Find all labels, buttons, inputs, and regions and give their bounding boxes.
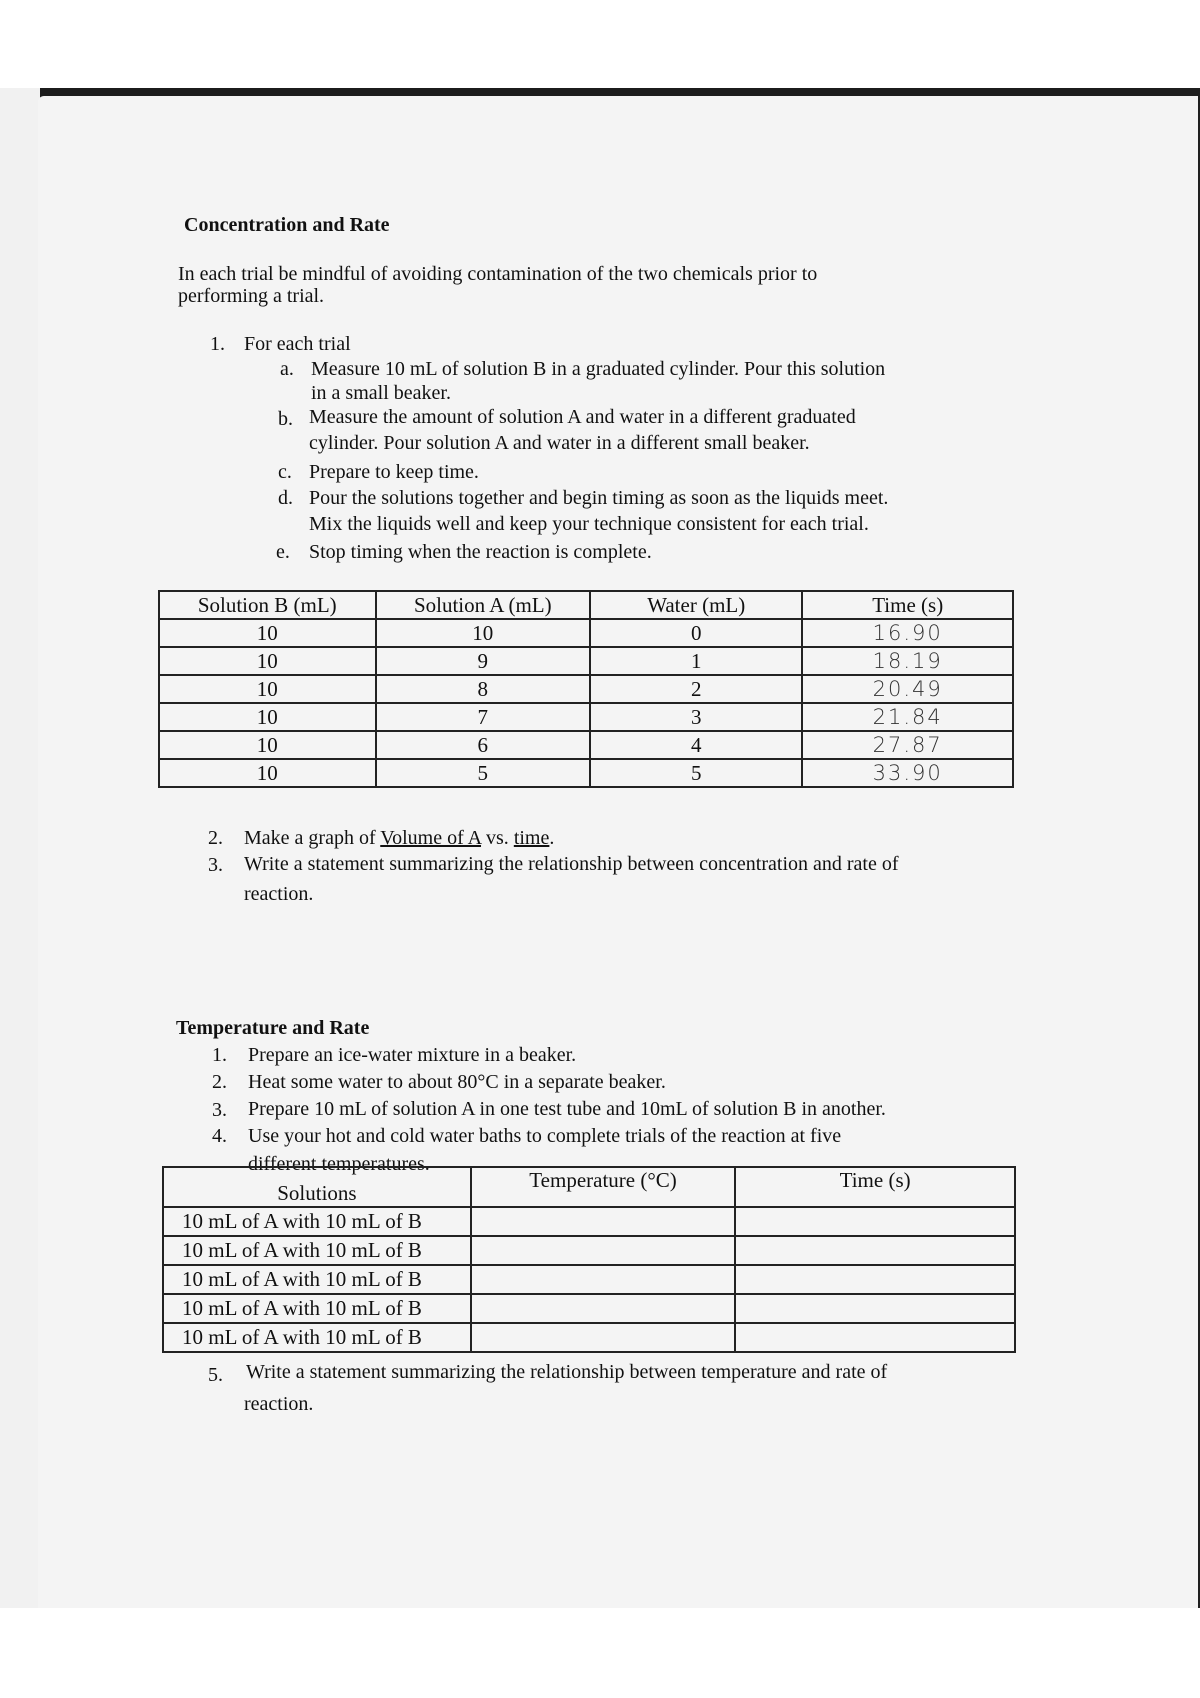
step-1-text: For each trial <box>244 333 351 355</box>
temp-step-2-number: 2. <box>212 1071 227 1093</box>
header-temperature: Temperature (°C) <box>471 1167 735 1207</box>
section-title-concentration: Concentration and Rate <box>184 214 390 236</box>
cell-time-handwritten: 27.87 <box>802 731 1013 759</box>
cell-temperature-empty[interactable] <box>471 1236 735 1265</box>
table-row <box>163 1265 1015 1294</box>
cell-water: 0 <box>590 619 802 647</box>
photo-border-bottom <box>0 1608 1200 1698</box>
cell-water: 4 <box>590 731 802 759</box>
substep-a-line1: Measure 10 mL of solution B in a graduated cylinder. Pour this solution <box>311 358 886 380</box>
step-2-text <box>244 826 554 850</box>
photo-border-top <box>0 0 1200 88</box>
table-row <box>163 1294 1015 1323</box>
step-2-underline-time: time <box>513 827 550 849</box>
cell-solutions: 10 mL of A with 10 mL of B <box>163 1323 471 1352</box>
temp-step-5-line2: reaction. <box>244 1393 314 1415</box>
step-2-number: 2. <box>208 827 223 849</box>
substep-b-line1: Measure the amount of solution A and water in a different graduated <box>309 406 856 428</box>
cell-temperature-empty[interactable] <box>471 1294 735 1323</box>
cell-time-handwritten: 20.49 <box>802 675 1013 703</box>
table-header-row <box>159 591 1013 619</box>
cell-time-empty[interactable] <box>735 1207 1015 1236</box>
intro-line-2: performing a trial. <box>178 285 325 307</box>
temp-step-4-text: Use your hot and cold water baths to complete trials of the reaction at five <box>248 1125 842 1147</box>
cell-water: 5 <box>590 759 802 787</box>
cell-solutions: 10 mL of A with 10 mL of B <box>163 1265 471 1294</box>
substep-e-letter: e. <box>276 541 290 563</box>
cell-water: 3 <box>590 703 802 731</box>
cell-solution-a: 7 <box>376 703 591 731</box>
cell-solution-b: 10 <box>159 731 376 759</box>
cell-solution-b: 10 <box>159 703 376 731</box>
step-2-mid: vs. <box>481 827 514 849</box>
temp-step-1-text: Prepare an ice-water mixture in a beaker. <box>248 1044 577 1066</box>
step-3-number: 3. <box>208 854 223 876</box>
temp-step-5-number: 5. <box>208 1364 223 1386</box>
header-time: Time (s) <box>802 591 1013 619</box>
temp-step-4-number: 4. <box>212 1125 227 1147</box>
header-water: Water (mL) <box>590 591 802 619</box>
cell-temperature-empty[interactable] <box>471 1323 735 1352</box>
cell-solution-b: 10 <box>159 619 376 647</box>
substep-a-letter: a. <box>280 358 294 380</box>
cell-time-empty[interactable] <box>735 1294 1015 1323</box>
substep-b-line2: cylinder. Pour solution A and water in a different small beaker. <box>309 432 810 454</box>
temp-step-2-text: Heat some water to about 80°C in a separate beaker. <box>248 1071 666 1093</box>
step-2-post: . <box>549 827 555 849</box>
cell-solutions: 10 mL of A with 10 mL of B <box>163 1294 471 1323</box>
step-1-number: 1. <box>210 333 225 355</box>
substep-b-letter: b. <box>278 408 293 430</box>
table-row <box>163 1236 1015 1265</box>
table-row <box>159 619 1013 647</box>
cell-time-empty[interactable] <box>735 1265 1015 1294</box>
substep-d-line2: Mix the liquids well and keep your technique consistent for each trial. <box>309 513 869 535</box>
cell-solution-b: 10 <box>159 675 376 703</box>
cell-temperature-empty[interactable] <box>471 1265 735 1294</box>
cell-solution-b: 10 <box>159 759 376 787</box>
table-row <box>163 1207 1015 1236</box>
cell-solutions: 10 mL of A with 10 mL of B <box>163 1236 471 1265</box>
step-3-line1: Write a statement summarizing the relationship between concentration and rate of <box>244 853 899 875</box>
cell-solution-a: 6 <box>376 731 591 759</box>
temp-step-1-number: 1. <box>212 1044 227 1066</box>
table-row <box>163 1323 1015 1352</box>
cell-time-handwritten: 33.90 <box>802 759 1013 787</box>
temperature-table <box>162 1166 1016 1353</box>
cell-water: 2 <box>590 675 802 703</box>
table-row <box>159 675 1013 703</box>
cell-solution-a: 8 <box>376 675 591 703</box>
cell-time-handwritten: 18.19 <box>802 647 1013 675</box>
step-2-pre: Make a graph of <box>244 827 381 849</box>
background-left-edge <box>0 88 40 1608</box>
step-2-underline-volume: Volume of A <box>380 827 482 849</box>
cell-solution-a: 5 <box>376 759 591 787</box>
header-solutions: Solutions <box>163 1167 471 1207</box>
table-row <box>159 703 1013 731</box>
substep-e-line1: Stop timing when the reaction is complete. <box>309 541 652 563</box>
table-row <box>159 647 1013 675</box>
cell-time-empty[interactable] <box>735 1236 1015 1265</box>
header-solution-b: Solution B (mL) <box>159 591 376 619</box>
header-time: Time (s) <box>735 1167 1015 1207</box>
temp-step-4-line2: different temperatures. <box>248 1153 430 1175</box>
temp-step-3-text: Prepare 10 mL of solution A in one test tube and 10mL of solution B in another. <box>248 1098 886 1120</box>
substep-d-letter: d. <box>278 487 293 509</box>
cell-time-handwritten: 21.84 <box>802 703 1013 731</box>
substep-d-line1: Pour the solutions together and begin timing as soon as the liquids meet. <box>309 487 889 509</box>
cell-water: 1 <box>590 647 802 675</box>
header-solution-a: Solution A (mL) <box>376 591 591 619</box>
temp-step-5-line1: Write a statement summarizing the relationship between temperature and rate of <box>246 1361 888 1383</box>
concentration-table <box>158 590 1014 788</box>
substep-c-letter: c. <box>278 461 292 483</box>
step-3-line2: reaction. <box>244 883 314 905</box>
cell-solution-a: 10 <box>376 619 591 647</box>
section-title-temperature: Temperature and Rate <box>176 1017 370 1039</box>
substep-a-line2: in a small beaker. <box>311 382 451 404</box>
table-header-row <box>163 1167 1015 1207</box>
cell-solution-b: 10 <box>159 647 376 675</box>
table-row <box>159 731 1013 759</box>
temp-step-3-number: 3. <box>212 1099 227 1121</box>
cell-time-empty[interactable] <box>735 1323 1015 1352</box>
table-row <box>159 759 1013 787</box>
cell-time-handwritten: 16.90 <box>802 619 1013 647</box>
cell-solution-a: 9 <box>376 647 591 675</box>
substep-c-line1: Prepare to keep time. <box>309 461 479 483</box>
cell-solutions: 10 mL of A with 10 mL of B <box>163 1207 471 1236</box>
cell-temperature-empty[interactable] <box>471 1207 735 1236</box>
intro-line-1: In each trial be mindful of avoiding contamination of the two chemicals prior to <box>178 263 818 285</box>
